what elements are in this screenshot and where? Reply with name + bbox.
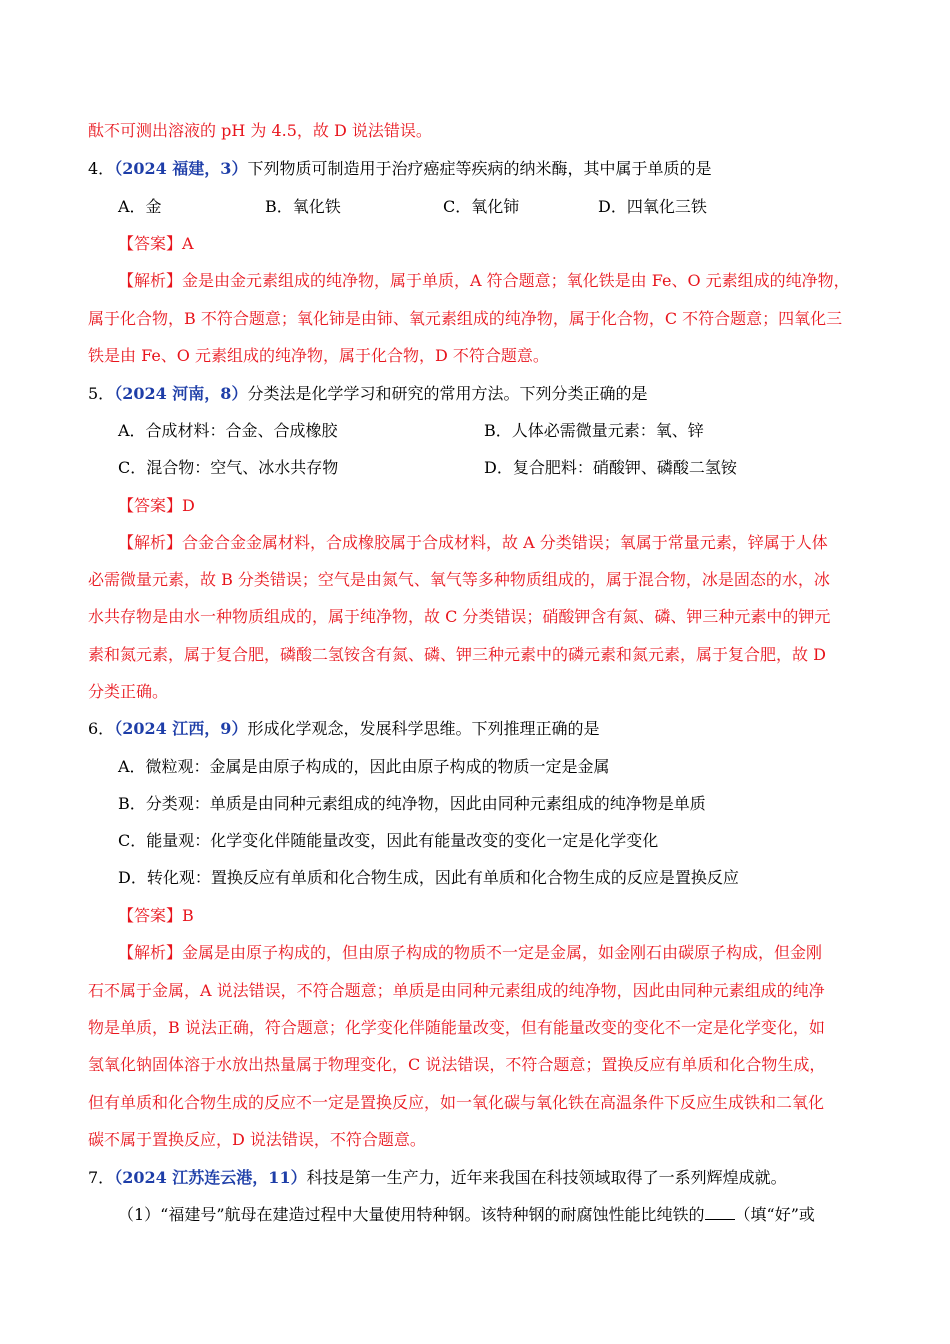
q6-option-a: A．微粒观：金属是由原子构成的，因此由原子构成的物质一定是金属 xyxy=(118,757,610,776)
q6-analysis-line: 【解析】金属是由原子构成的，但由原子构成的物质不一定是金属，如金刚石由碳原子构成，但金刚 xyxy=(118,943,823,962)
q4-option-d: D．四氧化三铁 xyxy=(598,197,707,216)
q6-analysis-line: 氢氧化钠固体溶于水放出热量属于物理变化，C 说法错误，不符合题意；置换反应有单质和化合物生成， xyxy=(88,1055,826,1074)
q5-option-c: C．混合物：空气、冰水共存物 xyxy=(118,458,339,477)
q5-option-a: A．合成材料：合金、合成橡胶 xyxy=(118,421,338,440)
question-source: 2024 江苏连云港，11 xyxy=(122,1168,291,1187)
q6-option-b: B．分类观：单质是由同种元素组成的纯净物，因此由同种元素组成的纯净物是单质 xyxy=(118,794,706,813)
question-source: 2024 福建，3 xyxy=(122,159,232,178)
q5-option-d: D．复合肥料：硝酸钾、磷酸二氢铵 xyxy=(484,458,737,477)
q5-analysis-line: 水共存物是由水一种物质组成的，属于纯净物，故 C 分类错误；硝酸钾含有氮、磷、钾三种元素中的钾元 xyxy=(88,607,831,626)
q5-analysis-line: 必需微量元素，故 B 分类错误；空气是由氮气、氧气等多种物质组成的，属于混合物，冰是固态的水，冰 xyxy=(88,570,830,589)
q4-option-b: B．氧化铁 xyxy=(265,197,341,216)
question-text: 下列物质可制造用于治疗癌症等疾病的纳米酶，其中属于单质的是 xyxy=(247,159,712,178)
q7-subquestion-1: （1）“福建号”航母在建造过程中大量使用特种钢。该特种钢的耐腐蚀性能比纯铁的 （填“好”或 xyxy=(118,1205,815,1224)
q5-analysis-line: 分类正确。 xyxy=(88,682,169,701)
question-5-stem: 5．（2024 河南，8）分类法是化学学习和研究的常用方法。下列分类正确的是 xyxy=(88,384,648,403)
q6-analysis-line: 碳不属于置换反应，D 说法错误，不符合题意。 xyxy=(88,1130,426,1149)
question-4-stem: 4．（2024 福建，3）下列物质可制造用于治疗癌症等疾病的纳米酶，其中属于单质的是 xyxy=(88,159,712,178)
analysis-continuation: 酞不可测出溶液的 pH 为 4.5，故 D 说法错误。 xyxy=(88,121,432,140)
q6-analysis-line: 物是单质，B 说法正确，符合题意；化学变化伴随能量改变，但有能量改变的变化不一定是化学变化，如 xyxy=(88,1018,825,1037)
q5-option-b: B．人体必需微量元素：氧、锌 xyxy=(484,421,704,440)
question-6-stem: 6．（2024 江西，9）形成化学观念，发展科学思维。下列推理正确的是 xyxy=(88,719,600,738)
q4-option-a: A．金 xyxy=(118,197,162,216)
q4-analysis-line: 属于化合物，B 不符合题意；氧化铈是由铈、氧元素组成的纯净物，属于化合物，C 不符合题意；四氧化三 xyxy=(88,309,843,328)
question-source: 2024 河南，8 xyxy=(122,384,232,403)
q4-analysis-line: 【解析】金是由金元素组成的纯净物，属于单质，A 符合题意；氧化铁是由 Fe、O 元素组成的纯净物， xyxy=(118,271,850,290)
q6-analysis-line: 但有单质和化合物生成的反应不一定是置换反应，如一氧化碳与氧化铁在高温条件下反应生成铁和二氧化 xyxy=(88,1093,825,1112)
answer-blank[interactable] xyxy=(705,1205,735,1220)
q4-answer: 【答案】A xyxy=(118,234,194,253)
q4-option-c: C．氧化铈 xyxy=(443,197,520,216)
q4-analysis-line: 铁是由 Fe、O 元素组成的纯净物，属于化合物，D 不符合题意。 xyxy=(88,346,549,365)
q5-analysis-line: 素和氮元素，属于复合肥，磷酸二氢铵含有氮、磷、钾三种元素中的磷元素和氮元素，属于复合肥，故 D xyxy=(88,645,826,664)
q5-analysis-line: 【解析】合金合金金属材料，合成橡胶属于合成材料，故 A 分类错误；氧属于常量元素，锌属于人体 xyxy=(118,533,828,552)
q5-answer: 【答案】D xyxy=(118,496,195,515)
q6-answer: 【答案】B xyxy=(118,906,194,925)
question-source: 2024 江西，9 xyxy=(122,719,232,738)
q6-analysis-line: 石不属于金属，A 说法错误，不符合题意；单质是由同种元素组成的纯净物，因此由同种元素组成的纯净 xyxy=(88,981,825,1000)
q6-option-c: C．能量观：化学变化伴随能量改变，因此有能量改变的变化一定是化学变化 xyxy=(118,831,659,850)
q6-option-d: D．转化观：置换反应有单质和化合物生成，因此有单质和化合物生成的反应是置换反应 xyxy=(118,868,739,887)
question-7-stem: 7．（2024 江苏连云港，11）科技是第一生产力，近年来我国在科技领域取得了一系列辉煌成就。 xyxy=(88,1168,787,1187)
question-number: 4． xyxy=(88,159,115,178)
